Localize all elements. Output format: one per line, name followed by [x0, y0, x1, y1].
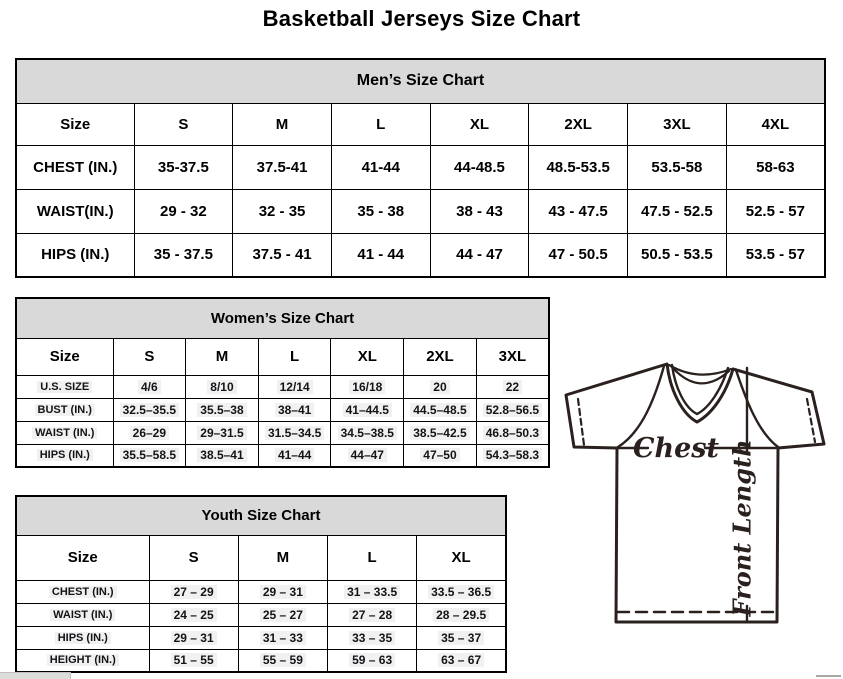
women-column-header-2xl: 2XL [404, 338, 477, 375]
youth-table-row [16, 649, 506, 672]
women-size-cell: 29–31.5 [186, 421, 259, 444]
men-column-header-2xl: 2XL [529, 103, 628, 145]
men-table-row [16, 189, 825, 233]
youth-row-label: HIPS (IN.) [16, 626, 149, 649]
men-size-cell: 47.5 - 52.5 [628, 189, 727, 233]
men-size-cell: 41-44 [331, 145, 430, 189]
youth-size-cell: 63 – 67 [417, 649, 506, 672]
women-size-cell: 22 [476, 375, 549, 398]
women-size-cell: 38–41 [258, 398, 331, 421]
youth-size-cell: 25 – 27 [238, 603, 327, 626]
men-size-cell: 58-63 [726, 145, 825, 189]
youth-size-cell: 33.5 – 36.5 [417, 580, 506, 603]
men-size-cell: 32 - 35 [233, 189, 332, 233]
men-column-header-xl: XL [430, 103, 529, 145]
women-size-cell: 41–44 [258, 444, 331, 467]
youth-column-header-l: L [328, 535, 417, 580]
men-column-header-m: M [233, 103, 332, 145]
women-size-cell: 4/6 [113, 375, 186, 398]
men-column-header-s: S [134, 103, 233, 145]
men-size-cell: 37.5-41 [233, 145, 332, 189]
women-size-cell: 38.5–42.5 [404, 421, 477, 444]
youth-size-cell: 51 – 55 [149, 649, 238, 672]
youth-row-label: HEIGHT (IN.) [16, 649, 149, 672]
youth-table-row [16, 580, 506, 603]
youth-size-cell: 29 – 31 [149, 626, 238, 649]
women-row-label: U.S. SIZE [16, 375, 113, 398]
women-size-cell: 12/14 [258, 375, 331, 398]
horizontal-scrollbar-fragment[interactable] [0, 672, 71, 679]
women-size-cell: 20 [404, 375, 477, 398]
youth-table-row [16, 626, 506, 649]
men-table-row [16, 145, 825, 189]
youth-size-cell: 33 – 35 [328, 626, 417, 649]
mens-size-chart-table [15, 58, 826, 278]
men-column-header-l: L [331, 103, 430, 145]
youth-size-cell: 35 – 37 [417, 626, 506, 649]
youth-size-cell: 28 – 29.5 [417, 603, 506, 626]
women-size-cell: 34.5–38.5 [331, 421, 404, 444]
women-size-cell: 44.5–48.5 [404, 398, 477, 421]
women-size-cell: 32.5–35.5 [113, 398, 186, 421]
women-table-title: Women’s Size Chart [16, 298, 549, 338]
women-column-header-m: M [186, 338, 259, 375]
women-row-label: WAIST (IN.) [16, 421, 113, 444]
left-cuff-stitch [578, 399, 584, 445]
men-row-label: CHEST (IN.) [16, 145, 134, 189]
women-column-header-3xl: 3XL [476, 338, 549, 375]
scrollbar-fragment-right[interactable] [816, 675, 841, 677]
men-size-cell: 29 - 32 [134, 189, 233, 233]
women-size-cell: 41–44.5 [331, 398, 404, 421]
chest-label: Chest [633, 433, 719, 464]
men-size-cell: 53.5-58 [628, 145, 727, 189]
men-column-header-size: Size [16, 103, 134, 145]
women-row-label: HIPS (IN.) [16, 444, 113, 467]
men-size-cell: 35 - 37.5 [134, 233, 233, 277]
men-size-cell: 38 - 43 [430, 189, 529, 233]
women-table-row [16, 398, 549, 421]
women-table-row [16, 421, 549, 444]
men-size-cell: 41 - 44 [331, 233, 430, 277]
front-length-label: Front Length [727, 439, 757, 617]
women-size-cell: 16/18 [331, 375, 404, 398]
youth-size-cell: 27 – 28 [328, 603, 417, 626]
men-row-label: HIPS (IN.) [16, 233, 134, 277]
women-size-cell: 35.5–58.5 [113, 444, 186, 467]
youth-size-cell: 24 – 25 [149, 603, 238, 626]
jersey-measurement-diagram [552, 356, 840, 628]
jersey-outline [566, 364, 824, 622]
women-size-cell: 35.5–38 [186, 398, 259, 421]
youth-size-cell: 55 – 59 [238, 649, 327, 672]
youth-size-cell: 59 – 63 [328, 649, 417, 672]
youth-column-header-m: M [238, 535, 327, 580]
womens-size-chart-table [15, 297, 550, 468]
women-size-cell: 47–50 [404, 444, 477, 467]
men-size-cell: 44 - 47 [430, 233, 529, 277]
women-size-cell: 26–29 [113, 421, 186, 444]
youth-table-title: Youth Size Chart [16, 496, 506, 535]
youth-column-header-xl: XL [417, 535, 506, 580]
men-size-cell: 35-37.5 [134, 145, 233, 189]
women-table-row [16, 444, 549, 467]
men-size-cell: 48.5-53.5 [529, 145, 628, 189]
men-table-title: Men’s Size Chart [16, 59, 825, 103]
youth-row-label: CHEST (IN.) [16, 580, 149, 603]
youth-row-label: WAIST (IN.) [16, 603, 149, 626]
youth-size-cell: 31 – 33.5 [328, 580, 417, 603]
men-size-cell: 50.5 - 53.5 [628, 233, 727, 277]
youth-size-cell: 31 – 33 [238, 626, 327, 649]
women-row-label: BUST (IN.) [16, 398, 113, 421]
men-size-cell: 37.5 - 41 [233, 233, 332, 277]
women-column-header-xl: XL [331, 338, 404, 375]
men-size-cell: 53.5 - 57 [726, 233, 825, 277]
youth-column-header-s: S [149, 535, 238, 580]
women-column-header-s: S [113, 338, 186, 375]
women-column-header-size: Size [16, 338, 113, 375]
youth-size-cell: 29 – 31 [238, 580, 327, 603]
men-row-label: WAIST(IN.) [16, 189, 134, 233]
men-column-header-3xl: 3XL [628, 103, 727, 145]
youth-column-header-size: Size [16, 535, 149, 580]
women-size-cell: 44–47 [331, 444, 404, 467]
women-size-cell: 54.3–58.3 [476, 444, 549, 467]
women-size-cell: 52.8–56.5 [476, 398, 549, 421]
men-column-header-4xl: 4XL [726, 103, 825, 145]
men-size-cell: 44-48.5 [430, 145, 529, 189]
women-size-cell: 31.5–34.5 [258, 421, 331, 444]
youth-table-row [16, 603, 506, 626]
women-size-cell: 46.8–50.3 [476, 421, 549, 444]
men-size-cell: 43 - 47.5 [529, 189, 628, 233]
men-table-row [16, 233, 825, 277]
women-size-cell: 38.5–41 [186, 444, 259, 467]
youth-size-cell: 27 – 29 [149, 580, 238, 603]
page-title: Basketball Jerseys Size Chart [262, 6, 581, 31]
women-table-row [16, 375, 549, 398]
men-size-cell: 35 - 38 [331, 189, 430, 233]
men-size-cell: 52.5 - 57 [726, 189, 825, 233]
youth-size-chart-table [15, 495, 507, 673]
men-size-cell: 47 - 50.5 [529, 233, 628, 277]
women-size-cell: 8/10 [186, 375, 259, 398]
women-column-header-l: L [258, 338, 331, 375]
